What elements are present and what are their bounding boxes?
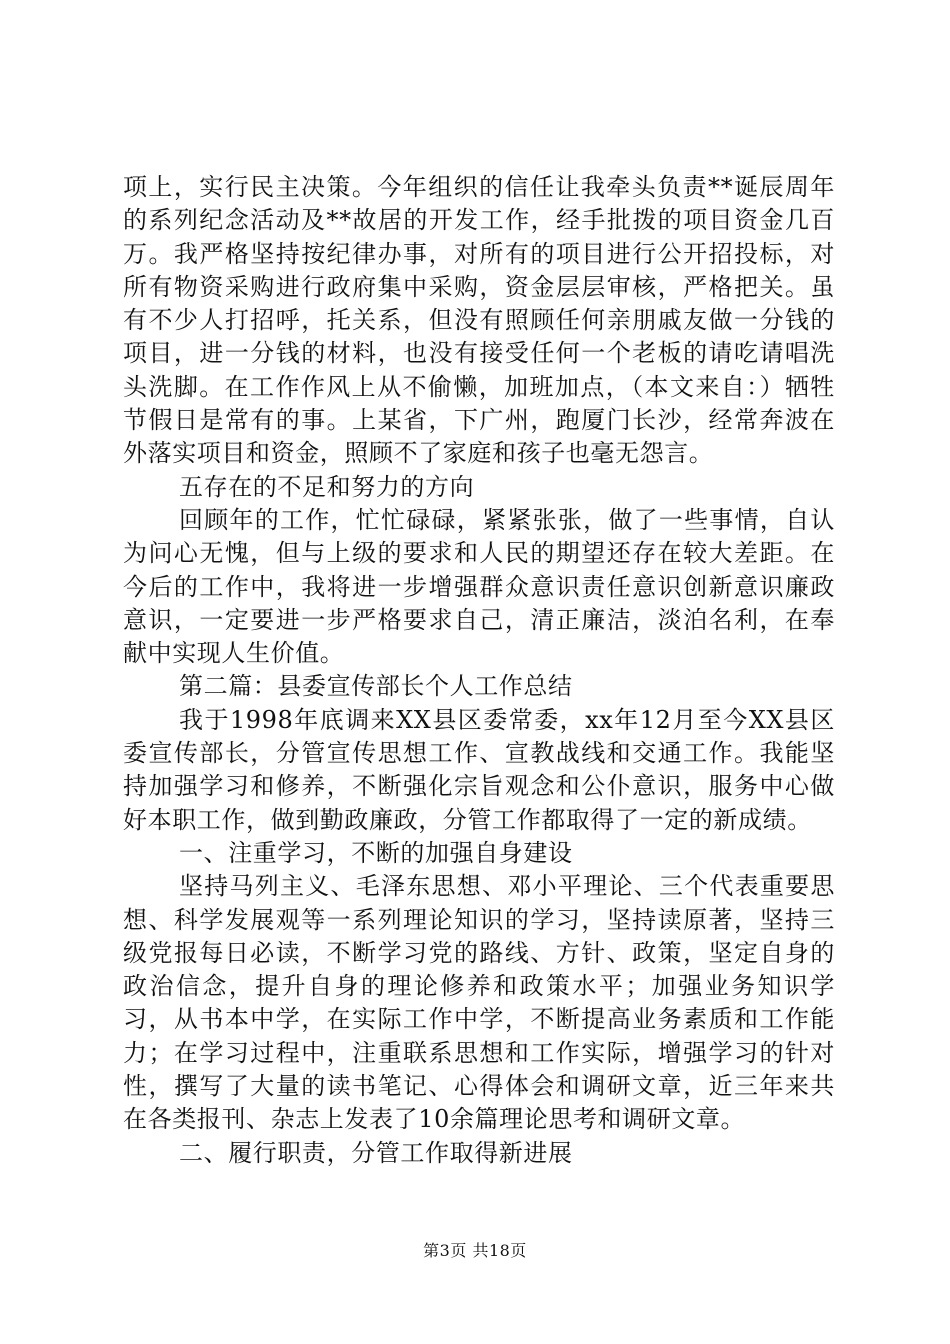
page-number: 第3页 共18页: [423, 1241, 527, 1260]
article-title: 第二篇：县委宣传部长个人工作总结: [179, 672, 573, 701]
paragraph-review: 回顾年的工作，忙忙碌碌，紧紧张张，做了一些事情，自认为问心无愧，但与上级的要求和人民的期望还存在较大差距。在今后的工作中，我将进一步增强群众意识责任意识创新意识廉政意识，一定要进一步严格要求自己，清正廉洁，淡泊名利，在奉献中实现人生价值。: [123, 505, 835, 668]
paragraph-intro: 我于1998年底调来XX县区委常委，xx年12月至今XX县区委宣传部长，分管宣传思想工作、宣教战线和交通工作。我能坚持加强学习和修养，不断强化宗旨观念和公仆意识，服务中心做好本职工作，做到勤政廉政，分管工作都取得了一定的新成绩。: [123, 705, 835, 834]
page-footer: [0, 1240, 950, 1262]
document-body: [123, 171, 835, 1170]
section-heading-duties: 二、履行职责，分管工作取得新进展: [179, 1138, 573, 1167]
paragraph-continuation: 项上，实行民主决策。今年组织的信任让我牵头负责**诞辰周年的系列纪念活动及**故居的开发工作，经手批拨的项目资金几百万。我严格坚持按纪律办事，对所有的项目进行公开招投标，对所有物资采购进行政府集中采购，资金层层审核，严格把关。虽有不少人打招呼，托关系，但没有照顾任何亲朋戚友做一分钱的项目，进一分钱的材料，也没有接受任何一个老板的请吃请唱洗头洗脚。在工作作风上从不偷懒，加班加点，（本文来自：）牺牲节假日是常有的事。上某省，下广州，跑厦门长沙，经常奔波在外落实项目和资金，照顾不了家庭和孩子也毫无怨言。: [123, 173, 835, 468]
section-heading-study: 一、注重学习，不断的加强自身建设: [179, 838, 573, 867]
paragraph-study: 坚持马列主义、毛泽东思想、邓小平理论、三个代表重要思想、科学发展观等一系列理论知识的学习，坚持读原著，坚持三级党报每日必读，不断学习党的路线、方针、政策，坚定自身的政治信念，提升自身的理论修养和政策水平；加强业务知识学习，从书本中学，在实际工作中学，不断提高业务素质和工作能力；在学习过程中，注重联系思想和工作实际，增强学习的针对性，撰写了大量的读书笔记、心得体会和调研文章，近三年来共在各类报刊、杂志上发表了10余篇理论思考和调研文章。: [123, 872, 835, 1134]
section-heading-shortcomings: 五存在的不足和努力的方向: [179, 472, 475, 501]
